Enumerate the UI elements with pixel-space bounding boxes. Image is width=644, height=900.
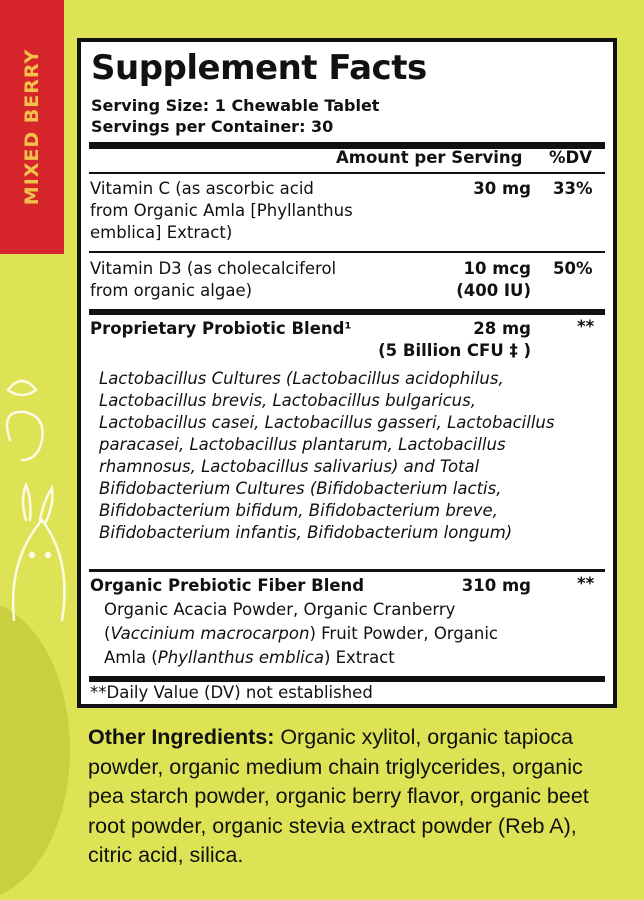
vitamin-c-name-line1: Vitamin C (as ascorbic acid: [90, 179, 314, 198]
probiotic-line: rhamnosus, Lactobacillus salivarius) and Total: [99, 457, 480, 476]
probiotic-cfu: (5 Billion CFU ‡ ): [378, 341, 531, 360]
probiotic-line: Bifidobacterium bifidum, Bifidobacterium breve,: [99, 501, 498, 520]
prebiotic-blend-name: Organic Prebiotic Fiber Blend: [90, 576, 365, 595]
probiotic-amount: 28 mg: [473, 319, 531, 338]
flavor-tab: [0, 0, 64, 254]
divider: [89, 251, 605, 253]
vitamin-d3-name-line1: Vitamin D3 (as cholecalciferol: [90, 259, 337, 278]
other-ingredients-label: Other Ingredients:: [88, 725, 275, 749]
facts-title: Supplement Facts: [91, 48, 427, 88]
prebiotic-dv: **: [577, 574, 595, 593]
divider: [89, 569, 605, 572]
probiotic-line: Lactobacillus brevis, Lactobacillus bulgaricus,: [99, 391, 476, 410]
vitamin-c-amount: 30 mg: [473, 179, 531, 198]
flavor-label: MIXED BERRY: [21, 48, 43, 206]
probiotic-line: paracasei, Lactobacillus plantarum, Lactobacillus: [99, 435, 506, 454]
divider: [89, 172, 605, 174]
prebiotic-line1: Organic Acacia Powder, Organic Cranberry: [104, 600, 456, 619]
supplement-facts-panel: [77, 38, 617, 708]
prebiotic-amount: 310 mg: [461, 576, 531, 595]
amount-header: Amount per Serving: [336, 148, 523, 167]
dv-header: %DV: [549, 148, 592, 167]
vitamin-c-name-line3: emblica] Extract): [90, 223, 233, 242]
probiotic-dv: **: [577, 317, 595, 336]
dv-footnote: **Daily Value (DV) not established: [90, 683, 373, 702]
probiotic-line: Bifidobacterium Cultures (Bifidobacterium lactis,: [99, 479, 502, 498]
probiotic-line: Lactobacillus Cultures (Lactobacillus acidophilus,: [99, 369, 504, 388]
vitamin-d3-dv: 50%: [553, 259, 593, 278]
vitamin-d3-amount: 10 mcg: [463, 259, 531, 278]
other-ingredients: [88, 723, 618, 871]
probiotic-ingredients: [99, 368, 555, 544]
servings-per-container: Servings per Container: 30: [91, 117, 334, 136]
vitamin-d3-amount-iu: (400 IU): [456, 281, 531, 300]
prebiotic-line3: Amla (Phyllanthus emblica) Extract: [104, 648, 395, 667]
probiotic-line: Bifidobacterium infantis, Bifidobacterium longum): [99, 523, 513, 542]
thick-divider: [89, 309, 605, 315]
other-ingredients-text: Organic xylitol, organic tapioca powder, organic medium chain triglycerides, organic pea starch powder, organic berry flavor, organic beet root powder, organic stevia extract powder (Reb A), citric acid, silica.: [88, 725, 589, 867]
vitamin-c-dv: 33%: [553, 179, 593, 198]
vitamin-d3-name-line2: from organic algae): [90, 281, 253, 300]
bunny-illustration-icon: [0, 360, 70, 690]
probiotic-blend-name: Proprietary Probiotic Blend¹: [90, 319, 352, 338]
serving-size: Serving Size: 1 Chewable Tablet: [91, 96, 380, 115]
vitamin-c-name-line2: from Organic Amla [Phyllanthus: [90, 201, 353, 220]
probiotic-line: Lactobacillus casei, Lactobacillus gasseri, Lactobacillus: [99, 413, 555, 432]
prebiotic-line2: (Vaccinium macrocarpon) Fruit Powder, Organic: [104, 624, 498, 643]
